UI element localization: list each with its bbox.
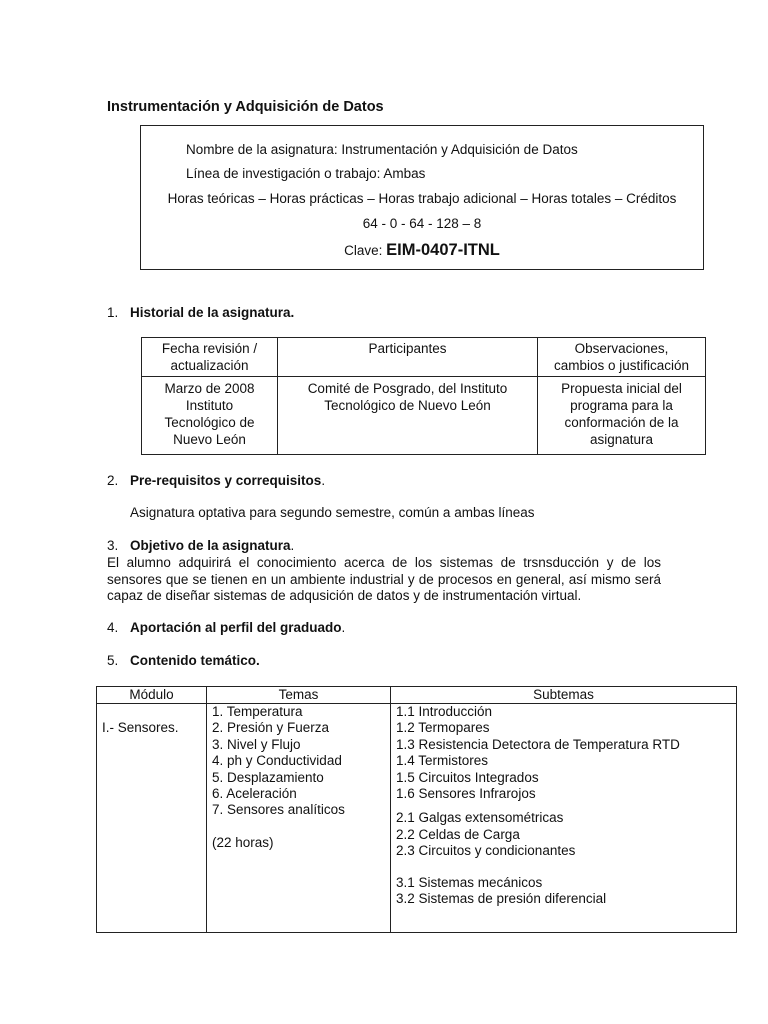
spacer <box>396 802 731 810</box>
history-table <box>141 337 706 455</box>
list-item: 2.3 Circuitos y condicionantes <box>396 843 576 859</box>
document-title: Instrumentación y Adquisición de Datos <box>107 99 384 115</box>
spacer <box>396 860 731 875</box>
list-item: 1.2 Termopares <box>396 720 490 736</box>
list-item: 3.2 Sistemas de presión diferencial <box>396 891 607 907</box>
cell-subtemas <box>391 704 737 933</box>
cell-text: Propuesta inicial del programa para la conformación de la asignatura <box>561 381 682 447</box>
header-text: Observaciones, cambios o justificación <box>553 341 690 373</box>
header-temas: Temas <box>207 687 391 704</box>
list-item: 3. Nivel y Flujo <box>212 736 301 752</box>
hours-values: 64 - 0 - 64 - 128 – 8 <box>362 216 482 231</box>
section-5-heading <box>107 653 260 668</box>
header-subtemas: Subtemas <box>391 687 737 704</box>
list-item: 1. Temperatura <box>212 704 303 719</box>
section-4-heading <box>107 620 345 635</box>
section-number: 3. <box>107 538 119 553</box>
list-item: 5. Desplazamiento <box>212 769 324 785</box>
list-item: 2. Presión y Fuerza <box>212 720 330 736</box>
course-key-code: EIM-0407-ITNL <box>386 241 500 259</box>
list-item: 1.1 Introducción <box>396 704 493 719</box>
table-header-row <box>142 338 706 377</box>
research-line: Línea de investigación o trabajo: Ambas <box>186 166 426 181</box>
course-name: Nombre de la asignatura: Instrumentación y Adquisición de Datos <box>186 142 578 157</box>
cell-temas <box>207 704 391 933</box>
header-fecha <box>142 338 278 377</box>
section-number: 5. <box>107 653 119 668</box>
spacer <box>212 819 385 827</box>
section-3-heading <box>107 538 294 553</box>
list-item: 2.2 Celdas de Carga <box>396 826 520 842</box>
list-item: 6. Aceleración <box>212 786 297 802</box>
section-2-body: Asignatura optativa para segundo semestre, común a ambas líneas <box>130 505 535 520</box>
hours-labels: Horas teóricas – Horas prácticas – Horas trabajo adicional – Horas totales – Créditos <box>167 191 677 206</box>
course-key <box>141 241 703 260</box>
header-text: Fecha revisión / actualización <box>161 341 258 373</box>
table-row <box>142 377 706 455</box>
header-text: Participantes <box>368 341 447 356</box>
list-item: 2.1 Galgas extensométricas <box>396 810 564 826</box>
cell-text: Marzo de 2008 Instituto Tecnológico de Nuevo León <box>164 381 255 447</box>
section-title: Aportación al perfil del graduado <box>130 620 342 635</box>
list-item: 3.1 Sistemas mecánicos <box>396 874 543 890</box>
section-3-body: El alumno adquirirá el conocimiento acerca de los sistemas de trsnsducción y de los sensores que se tienen en un ambiente industrial y de procesos en general, así mismo será capaz de diseñar sistemas de adqusición de datos y de instrumentación virtual. <box>107 555 661 603</box>
table-header-row <box>97 687 737 704</box>
list-item: 7. Sensores analíticos <box>212 802 345 818</box>
list-item: 1.3 Resistencia Detectora de Temperatura RTD <box>396 736 680 752</box>
cell-participantes <box>278 377 538 455</box>
cell-fecha <box>142 377 278 455</box>
section-number: 4. <box>107 620 119 635</box>
section-2-heading <box>107 473 325 488</box>
list-item: 1.5 Circuitos Integrados <box>396 769 539 785</box>
cell-modulo: I.- Sensores. <box>97 704 207 933</box>
list-item: 4. ph y Conductividad <box>212 753 342 769</box>
content-table <box>96 686 737 933</box>
header-modulo: Módulo <box>97 687 207 704</box>
section-title-tail: . <box>341 620 346 635</box>
section-title-tail: . <box>290 538 295 553</box>
section-1-heading <box>107 305 294 320</box>
cell-text: Comité de Posgrado, del Instituto Tecnológico de Nuevo León <box>307 381 508 413</box>
header-participantes <box>278 338 538 377</box>
course-key-label: Clave: <box>344 243 387 258</box>
section-title: Contenido temático. <box>130 653 260 668</box>
table-row <box>97 704 737 933</box>
list-item: 1.4 Termistores <box>396 753 489 769</box>
section-title-tail: . <box>321 473 326 488</box>
list-item: 1.6 Sensores Infrarojos <box>396 786 536 802</box>
section-title: Objetivo de la asignatura <box>130 538 291 553</box>
section-number: 1. <box>107 305 119 320</box>
section-title: Pre-requisitos y correquisitos <box>130 473 322 488</box>
course-info-box <box>140 125 704 270</box>
section-number: 2. <box>107 473 119 488</box>
cell-observaciones <box>538 377 706 455</box>
hours-note: (22 horas) <box>212 834 274 850</box>
header-observaciones <box>538 338 706 377</box>
section-title: Historial de la asignatura. <box>130 305 295 320</box>
